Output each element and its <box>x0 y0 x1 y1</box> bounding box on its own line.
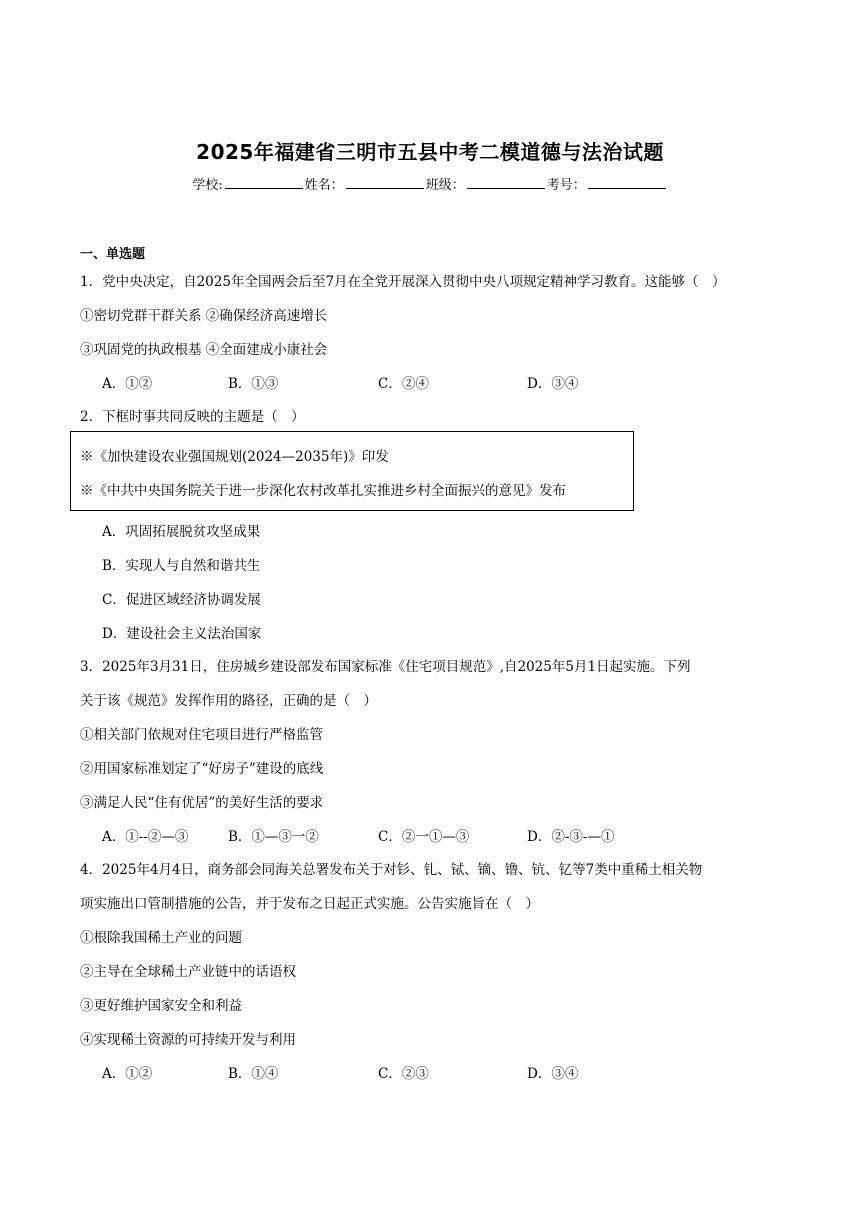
q4-stem-line-2: 项实施出口管制措施的公告，并于发布之日起正式实施。公告实施旨在（ ） <box>80 896 539 912</box>
section-heading: 一、单选题 <box>80 247 146 262</box>
q4-statement-1: ①根除我国稀土产业的问题 <box>80 930 242 946</box>
q2-option-c[interactable]: C．促进区域经济协调发展 <box>102 592 261 608</box>
page-title: 2025年福建省三明市五县中考二模道德与法治试题 <box>196 140 664 164</box>
q1-statement-1: ①密切党群干群关系 ②确保经济高速增长 <box>80 308 328 324</box>
q3-option-a[interactable]: A．①--②—③ <box>102 829 189 845</box>
q4-option-a[interactable]: A．①② <box>102 1066 153 1082</box>
q2-box-item-2: ※《中共中央国务院关于进一步深化农村改革扎实推进乡村全面振兴的意见》发布 <box>80 483 566 499</box>
q3-option-b[interactable]: B．①—③一② <box>228 829 319 845</box>
q2-news-box <box>70 431 634 511</box>
q1-option-c[interactable]: C．②④ <box>378 376 429 392</box>
name-label: 姓名： <box>304 178 344 193</box>
q3-statement-2: ②用国家标准划定了“好房子”建设的底线 <box>80 761 324 777</box>
q4-statement-4: ④实现稀土资源的可持续开发与利用 <box>80 1032 296 1048</box>
q2-option-a[interactable]: A．巩固拓展脱贫攻坚成果 <box>102 524 261 540</box>
student-info-line <box>0 174 860 193</box>
q3-option-c[interactable]: C．②一①—③ <box>378 829 470 845</box>
school-label: 学校: <box>192 178 223 193</box>
class-blank <box>467 176 545 189</box>
exam-no-label: 考号： <box>546 178 586 193</box>
school-blank <box>225 176 303 189</box>
q1-option-a[interactable]: A．①② <box>102 376 153 392</box>
q2-stem: 2．下框时事共同反映的主题是（ ） <box>80 409 305 425</box>
q3-statement-1: ①相关部门依规对住宅项目进行严格监管 <box>80 727 323 743</box>
q4-option-b[interactable]: B．①④ <box>228 1066 279 1082</box>
exam-no-blank <box>588 176 666 189</box>
q4-option-d[interactable]: D．③④ <box>527 1066 579 1082</box>
q4-statement-2: ②主导在全球稀土产业链中的话语权 <box>80 964 296 980</box>
q2-option-d[interactable]: D．建设社会主义法治国家 <box>102 626 262 642</box>
name-blank <box>346 176 424 189</box>
q3-statement-3: ③满足人民“住有优居”的美好生活的要求 <box>80 795 324 811</box>
q1-option-b[interactable]: B．①③ <box>228 376 279 392</box>
q4-stem-line-1: 4．2025年4月4日，商务部会同海关总署发布关于对钐、钆、铽、镝、镥、钪、钇等7类中重稀土相关物 <box>80 862 703 878</box>
q3-stem-line-2: 关于该《规范》发挥作用的路径，正确的是（ ） <box>80 693 377 709</box>
q1-stem: 1．党中央决定，自2025年全国两会后至7月在全党开展深入贯彻中央八项规定精神学习教育。这能够（ ） <box>80 274 726 290</box>
q1-statement-2: ③巩固党的执政根基 ④全面建成小康社会 <box>80 342 328 358</box>
q4-statement-3: ③更好维护国家安全和利益 <box>80 998 242 1014</box>
q4-option-c[interactable]: C．②③ <box>378 1066 429 1082</box>
q3-stem-line-1: 3．2025年3月31日，住房城乡建设部发布国家标准《住宅项目规范》,自2025年5月1日起实施。下列 <box>80 659 691 675</box>
q2-box-item-1: ※《加快建设农业强国规划(2024—2035年)》印发 <box>80 449 389 465</box>
q3-option-d[interactable]: D．②-③-—① <box>527 829 615 845</box>
class-label: 班级： <box>425 178 465 193</box>
q2-option-b[interactable]: B．实现人与自然和谐共生 <box>102 558 261 574</box>
q1-option-d[interactable]: D．③④ <box>527 376 579 392</box>
